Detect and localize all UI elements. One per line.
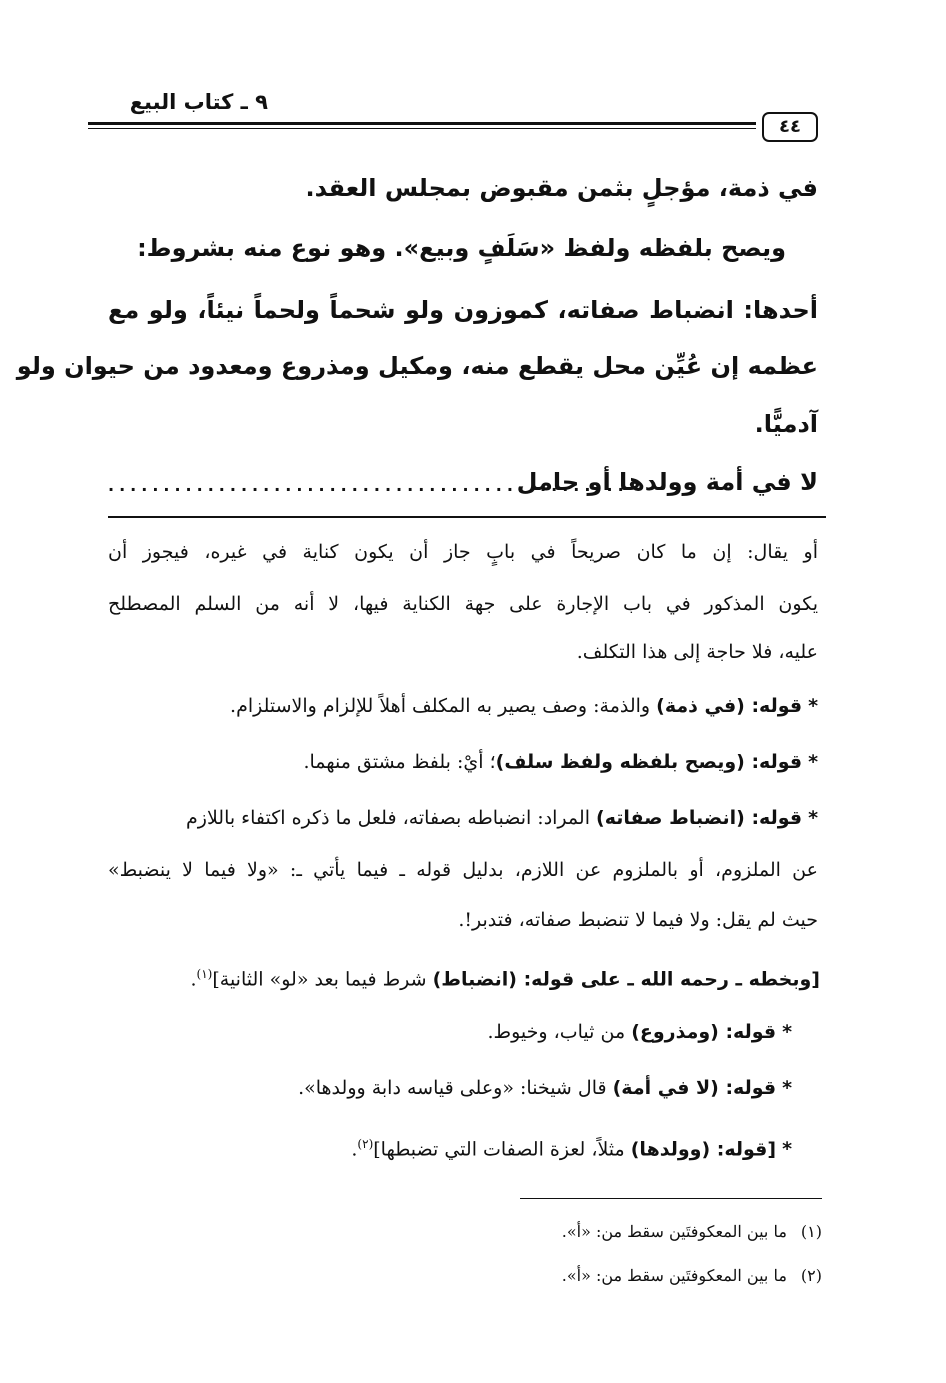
header-rule-thin: [88, 128, 756, 129]
main-text-line: عظمه إن عُيِّن محل يقطع منه، ومكيل ومذروع ومعدود من حيوان ولو: [16, 352, 818, 380]
commentary-line: حيث لم يقل: ولا فيما لا تنضبط صفاته، فتدبر!.: [458, 909, 818, 931]
commentary-text: شرط فيما بعد «لو» الثانية]: [212, 968, 427, 991]
commentary-text: ؛ أيْ: بلفظ مشتق منهما.: [303, 751, 496, 773]
commentary-paragraph: [230, 690, 818, 722]
quote-label: قوله: (في ذمة): [656, 695, 803, 717]
punctuation: .: [190, 968, 197, 991]
commentary-line: عليه، فلا حاجة إلى هذا التكلف.: [576, 641, 818, 663]
footnote-text: ما بين المعكوفتَين سقط من: «أ».: [561, 1222, 787, 1241]
commentary-paragraph: [303, 746, 818, 778]
main-text-line: آدميًّا.: [754, 410, 818, 438]
commentary-text: من ثياب، وخيوط.: [487, 1021, 626, 1043]
commentary-paragraph: [488, 1016, 793, 1048]
commentary-text: مثلاً، لعزة الصفات التي تضبطها]: [373, 1138, 625, 1161]
footnote: [562, 1218, 822, 1246]
footnote-divider: [520, 1198, 822, 1199]
footnote-text: ما بين المعكوفتَين سقط من: «أ».: [561, 1266, 787, 1285]
commentary-line: أو يقال: إن ما كان صريحاً في بابٍ جاز أن يكون كناية في غيره، فيجوز أن: [108, 541, 818, 563]
main-text-lead: لا في أمة وولدها أو حامل: [516, 468, 818, 496]
commentary-paragraph: [351, 1128, 792, 1165]
running-header-title: ٩ ـ كتاب البيع: [129, 90, 268, 114]
commentary-paragraph: [298, 1072, 792, 1104]
header-rule-thick: [88, 122, 756, 125]
commentary-paragraph: [190, 958, 820, 995]
quote-label: قوله: (لا في أمة): [612, 1077, 777, 1099]
star-marker: *: [808, 751, 818, 773]
main-text-line: في ذمة، مؤجلٍ بثمن مقبوض بمجلس العقد.: [305, 174, 818, 202]
footnote-ref: (٢): [357, 1137, 374, 1151]
commentary-line: يكون المذكور في باب الإجارة على جهة الكناية فيها، لا أنه من السلم المصطلح: [108, 593, 818, 615]
main-text-line: ويصح بلفظه ولفظ «سَلَفٍ وبيع». وهو نوع منه بشروط:: [137, 234, 786, 262]
footnote: [562, 1262, 822, 1290]
commentary-text: والذمة: وصف يصير به المكلف أهلاً للإلزام والاستلزام.: [230, 695, 651, 717]
commentary-text: المراد: انضباطه بصفاته، فلعل ما ذكره اكتفاء باللازم: [186, 807, 590, 829]
bracketed-note-label: [قوله: (وولدها): [630, 1138, 777, 1161]
commentary-text: قال شيخنا: «وعلى قياسه دابة وولدها».: [298, 1077, 607, 1099]
main-text-line: [108, 462, 818, 502]
bracketed-note-label: [وبخطه ـ رحمه الله ـ على قوله: (انضباط): [432, 968, 820, 991]
star-marker: *: [782, 1021, 792, 1043]
quote-label: قوله: (انضباط صفاته): [596, 807, 803, 829]
footnote-ref: (١): [196, 967, 213, 981]
star-marker: *: [808, 695, 818, 717]
footnote-number: (١): [800, 1222, 822, 1241]
dotted-leader: ...............................................: [108, 476, 629, 495]
star-marker: *: [782, 1077, 792, 1099]
commentary-line: عن الملزوم، أو بالملزوم عن اللازم، بدليل قوله ـ فيما يأتي ـ: «ولا فيما لا ينضبط»: [108, 859, 818, 881]
footnote-number: (٢): [800, 1266, 822, 1285]
commentary-paragraph: [186, 802, 818, 834]
main-text-line: أحدها: انضباط صفاته، كموزون ولو شحماً ولحماً نيئاً، ولو مع: [108, 296, 818, 324]
star-marker: *: [808, 807, 818, 829]
star-marker: *: [782, 1138, 792, 1161]
page-number-box: ٤٤: [762, 112, 818, 142]
quote-label: قوله: (ويصح بلفظه ولفظ سلف): [495, 751, 803, 773]
section-divider: [108, 516, 826, 518]
punctuation: .: [351, 1138, 358, 1161]
quote-label: قوله: (ومذروع): [631, 1021, 777, 1043]
